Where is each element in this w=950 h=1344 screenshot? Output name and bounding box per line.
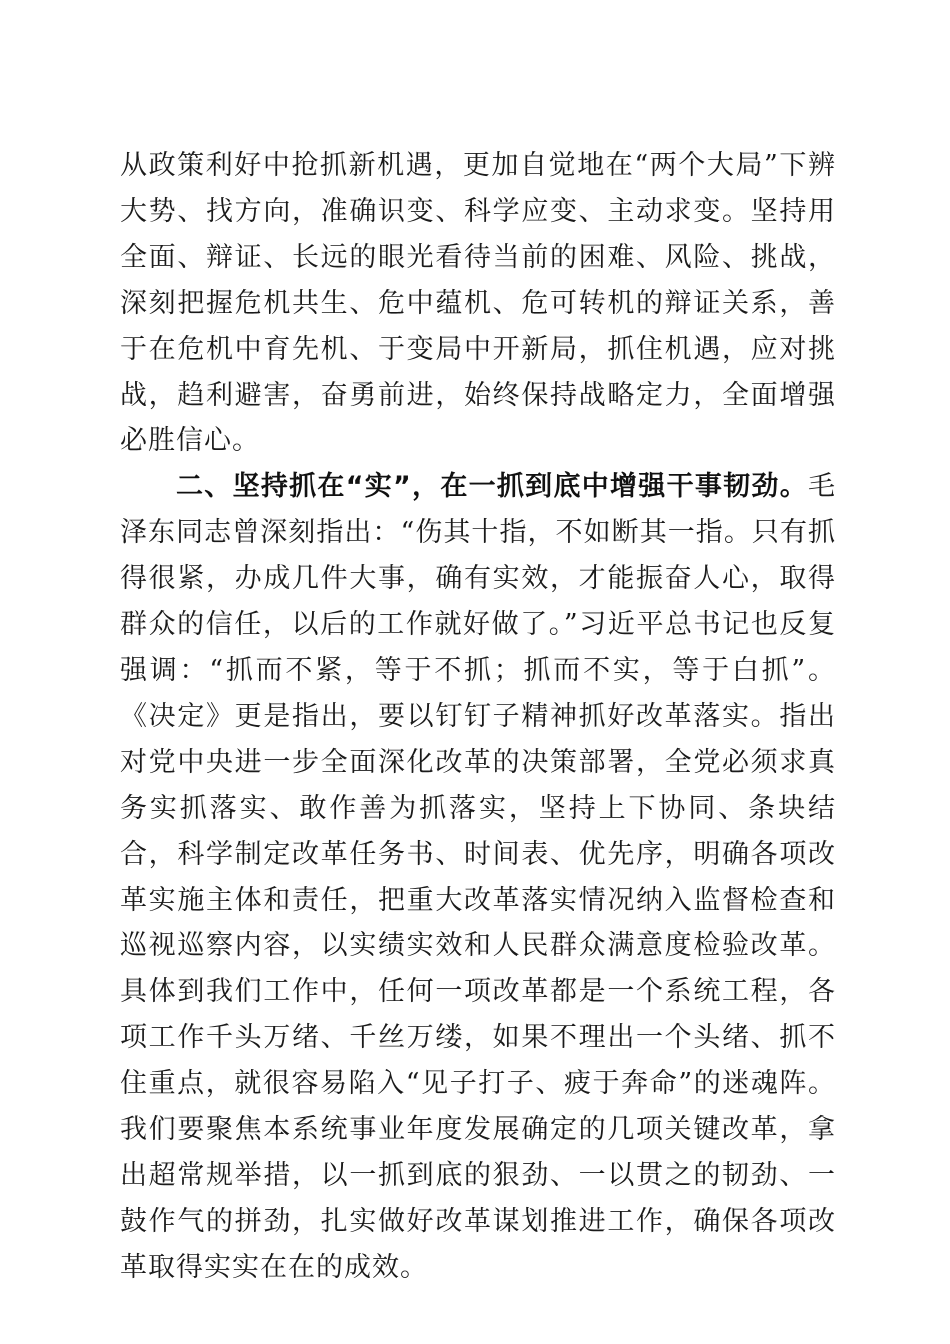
paragraph-1-text: 从政策利好中抢抓新机遇，更加自觉地在“两个大局”下辨大势、找方向，准确识变、科学应变、主动求变。坚持用全面、辩证、长远的眼光看待当前的困难、风险、挑战，深刻把握危机共生、危中蕴机、危可转机的辩证关系，善于在危机中育先机、于变局中开新局，抓住机遇，应对挑战，趋利避害，奋勇前进，始终保持战略定力，全面增强必胜信心。 <box>120 150 836 457</box>
section-heading: 二、坚持抓在“实”，在一抓到底中增强干事韧劲。 <box>176 471 808 503</box>
document-body <box>120 143 836 1291</box>
paragraph-2 <box>120 464 836 1290</box>
paragraph-1 <box>120 143 836 464</box>
paragraph-2-text: 毛泽东同志曾深刻指出：“伤其十指，不如断其一指。只有抓得很紧，办成几件大事，确有实效，才能振奋人心，取得群众的信任，以后的工作就好做了。”习近平总书记也反复强调：“抓而不紧，等于不抓；抓而不实，等于白抓”。《决定》更是指出，要以钉钉子精神抓好改革落实。指出对党中央进一步全面深化改革的决策部署，全党必须求真务实抓落实、敢作善为抓落实，坚持上下协同、条块结合，科学制定改革任务书、时间表、优先序，明确各项改革实施主体和责任，把重大改革落实情况纳入监督检查和巡视巡察内容，以实绩实效和人民群众满意度检验改革。具体到我们工作中，任何一项改革都是一个系统工程，各项工作千头万绪、千丝万缕，如果不理出一个头绪、抓不住重点，就很容易陷入“见子打子、疲于奔命”的迷魂阵。我们要聚焦本系统事业年度发展确定的几项关键改革，拿出超常规举措，以一抓到底的狠劲、一以贯之的韧劲、一鼓作气的拼劲，扎实做好改革谋划推进工作，确保各项改革取得实实在在的成效。 <box>120 471 836 1283</box>
